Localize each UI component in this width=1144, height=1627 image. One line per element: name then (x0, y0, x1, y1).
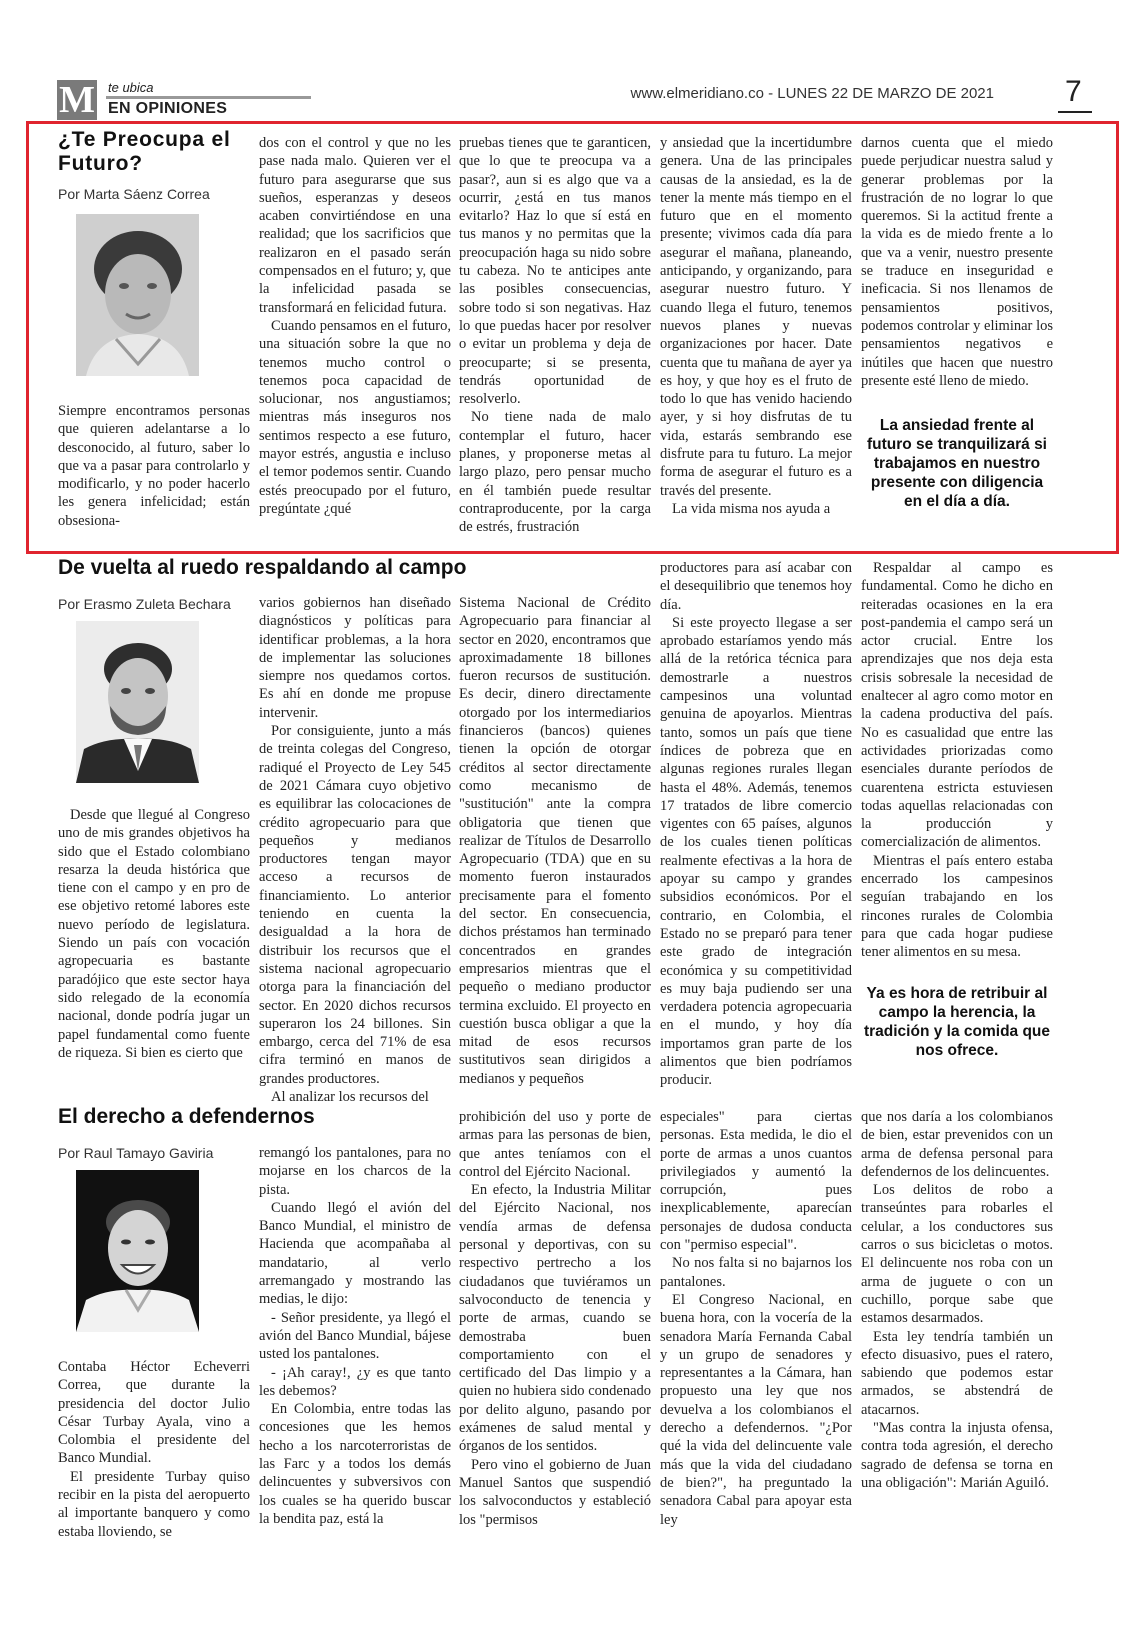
page-number: 7 (1065, 75, 1082, 108)
article-column (459, 594, 651, 1088)
article-column (861, 134, 1053, 390)
author-photo (76, 621, 199, 783)
header-rule (106, 96, 311, 99)
paragraph: dos con el control y que no les pase nada malo. Quieren ver el futuro para asegurarse que sus sueños, esperanzas y deseos acaben convirtiéndose en una realidad; que los sacrificios que realizaron en el pasado serán compensados en el futuro; y, que la infelicidad pasada se transformará en felicidad futura. (259, 135, 451, 316)
paragraph: prohibición del uso y porte de armas para las personas de bien, que antes teníamos con el control del Ejército Nacional. (459, 1109, 651, 1180)
article-column (58, 806, 250, 1062)
article-column (259, 594, 451, 1106)
article-column (259, 1144, 451, 1528)
paragraph: La vida misma nos ayuda a (672, 500, 831, 517)
author-photo (76, 1170, 199, 1332)
paragraph: Al analizar los recursos del (271, 1089, 429, 1106)
article-column (459, 134, 651, 537)
paragraph: Respaldar al campo es fundamental. Como he dicho en reiteradas ocasiones en la era post-pandemia el campo será un actor crucial. Entre los aprendizajes que nos deja esta crisis sobresale la necesidad de enaltecer al agro como motor en la cadena productiva del país. No es casualidad que entre las actividades priorizadas como esenciales durante períodos de cuarentena estricta estuviesen todas aquellas relacionadas con la producción y comercialización de alimentos. (861, 560, 1053, 851)
article-column (660, 559, 852, 1090)
paragraph: que nos daría a los colombianos de bien, estar prevenidos con un arma de defensa personal para defendernos de los delincuentes. (861, 1109, 1053, 1180)
paragraph: En Colombia, entre todas las concesiones que les hemos hecho a los narcoterroristas de las Farc y a todos los demás delincuentes y subversivos con los cuales se ha querido buscar la bendita paz, está la (259, 1401, 451, 1527)
paragraph: productores para así acabar con el desequilibrio que tenemos hoy día. (660, 560, 852, 613)
paragraph: En efecto, la Industria Militar del Ejército Nacional, nos vendía armas de defensa personal y deportivas, con su respectivo pertrecho a los ciudadanos que tuviéramos un salvoconducto de tenencia y porte de armas, cuando se demostraba buen comportamiento con el certificado del Das limpio y a quien no hubiera sido condenado por delito alguno, pasando por exámenes de salud mental y órganos de los sentidos. (459, 1182, 651, 1455)
page-number-rule (1058, 111, 1092, 113)
paragraph: Esta ley tendría también un efecto disuasivo, pues el ratero, sabiendo que podemos estar armados, se abstendrá de atacarnos. (861, 1328, 1053, 1418)
article-title: De vuelta al ruedo respaldando al campo (58, 556, 467, 579)
paragraph: varios gobiernos han diseñado diagnósticos y políticas para identificar problemas, a la hora de implementar las soluciones siempre nos quedamos cortos. Es ahí en donde me propuse intervenir. (259, 595, 451, 721)
pull-quote: Ya es hora de retribuir al campo la herencia, la tradición y la comida que nos ofrece. (863, 985, 1051, 1059)
paragraph: "Mas contra la injusta ofensa, contra toda agresión, el derecho sagrado de defensa se torna en una obligación": Marián Aguiló. (861, 1420, 1053, 1491)
author-photo (76, 214, 199, 376)
article-title: El derecho a defendernos (58, 1105, 315, 1128)
article-column (58, 1358, 250, 1541)
paragraph: Siempre encontramos personas que quieren adelantarse a lo desconocido, al futuro, saber lo que va a pasar para controlarlo y modificarlo, y no poder hacerlo les genera infelicidad; están obsesiona- (58, 403, 250, 529)
paragraph: El Congreso Nacional, en buena hora, con la vocería de la senadora María Fernanda Cabal y un grupo de senadores y representantes a la Cámara, han propuesto una ley que nos devuelva a los colombianos el derecho a defendernos. "¿Por qué la vida del delincuente vale más que la vida del ciudadano de bien?", ha preguntado la senadora Cabal para apoyar esta ley (660, 1291, 852, 1528)
article-title: ¿Te Preocupa el Futuro? (58, 128, 231, 175)
paragraph: - ¡Ah caray!, ¿y es que tanto les debemos? (259, 1364, 451, 1399)
logo-tagline: te ubica (108, 80, 154, 95)
paragraph: Por consiguiente, junto a más de treinta colegas del Congreso, radiqué el Proyecto de Ley 545 de 2021 Cámara cuyo objetivo es equilibrar las colocaciones de crédito agropecuario para que pequeños y medianos productores tengan mayor acceso a recursos de financiamiento. Lo anterior teniendo en cuenta la desigualdad a la hora de distribuir los recursos que el sistema nacional agropecuario otorga para la financiación del sector. En 2020 dichos recursos superaron los 24 billones. Sin embargo, cerca del 71% de esa cifra terminó en manos de grandes productores. (259, 723, 451, 1087)
site-and-date[interactable]: www.elmeridiano.co - LUNES 22 DE MARZO DE 2021 (630, 85, 994, 102)
paragraph: Los delitos de robo a transeúntes para robarles el celular, a los conductores sus carros o sus bicicletas o motos. El delincuente nos roba con un arma de juguete o con un cuchillo, porque sabe que estamos desarmados. (861, 1182, 1053, 1327)
article-author: Por Raul Tamayo Gaviria (58, 1145, 214, 1161)
paragraph: Si este proyecto llegase a ser aprobado estaríamos yendo más allá de la retórica técnica para demostrarle a nuestros campesinos una voluntad genuina de apoyarlos. Mientras tanto, somos un país que tiene índices de pobreza que en algunas regiones rurales llegan hasta el 48%. Además, tenemos 17 tratados de libre comercio vigentes con 65 países, algunos de los cuales tienen políticas realmente efectivas a la hora de apoyar su campo y grandes subsidios económicos. Por el contrario, en Colombia, el Estado no se preparó para tener este grado de integración económica y su competitividad es muy baja pudiendo ser una verdadera potencia agropecuaria en el mundo, y hoy día importamos gran parte de los alimentos que bien podríamos producir. (660, 614, 852, 1089)
newspaper-logo: M (57, 80, 97, 120)
paragraph: - Señor presidente, ya llegó el avión del Banco Mundial, bájese usted los pantalones. (259, 1309, 451, 1363)
paragraph: pruebas tienes que te garanticen, que lo que te preocupa va a pasar?, aun si es algo que va a ocurrir, ¿está en tus manos evitarlo? Haz lo que sí está en tus manos y no permitas que la preocupación haga su nido sobre tu cabeza. No te anticipes ante las posibles consecuencias, sobre todo si son negativas. Haz lo que puedas hacer por resolver o evitar un problema y deja de preocuparte; si se presenta, tendrás oportunidad de resolverlo. (459, 135, 651, 408)
paragraph: El presidente Turbay quiso recibir en la pista del aeropuerto al importante banquero y como estaba lloviendo, se (58, 1468, 250, 1540)
paragraph: No tiene nada de malo contemplar el futuro, hacer planes, y proponerse metas al largo plazo, pero pensar mucho en él también puede resultar contraproducente, por la carga de estrés, frustración (459, 409, 651, 536)
paragraph: especiales" para ciertas personas. Esta medida, le dio el porte de armas a unos cuantos privilegiados y aumentó la corrupción, pues inexplicablemente, aparecían personajes de dudosa conducta con "permiso especial". (660, 1109, 852, 1254)
article-column (861, 559, 1053, 962)
paragraph: Pero vino el gobierno de Juan Manuel Santos que suspendió los salvoconductos y estableció los "permisos (459, 1456, 651, 1528)
paragraph: No nos falta si no bajarnos los pantalones. (660, 1255, 852, 1290)
article-column (660, 134, 852, 518)
portrait-man-suit-icon (76, 621, 199, 783)
paragraph: darnos cuenta que el miedo puede perjudicar nuestra salud y generar problemas por la frustración de no lograr lo que queremos. Si la actitud frente a la vida es de miedo frente a lo que va a venir, nuestro presente se traduce en inseguridad e ineficacia. Si nos llenamos de pensamientos positivos, podemos controlar y eliminar los pensamientos negativos e inútiles que hacen que nuestro presente esté lleno de miedo. (861, 135, 1053, 389)
article-column (259, 134, 451, 518)
article-author: Por Erasmo Zuleta Bechara (58, 596, 231, 612)
article-column (459, 1108, 651, 1529)
paragraph: Mientras el país entero estaba encerrado los campesinos seguían trabajando en los rincones rurales de Colombia para que cada hogar pudiese tener alimentos en su mesa. (861, 852, 1053, 961)
paragraph: Cuando llegó el avión del Banco Mundial, el ministro de Hacienda que acompañaba al mandatario, al verlo arremangado y mostrando las medias, le dijo: (259, 1199, 451, 1308)
portrait-woman-icon (76, 214, 199, 376)
article-column (660, 1108, 852, 1529)
article-author: Por Marta Sáenz Correa (58, 186, 210, 202)
pull-quote: La ansiedad frente al futuro se tranquilizará si trabajamos en nuestro presente con diligencia en el día a día. (866, 417, 1047, 510)
paragraph: Sistema Nacional de Crédito Agropecuario para financiar al sector en 2020, encontramos que aproximadamente 18 billones fueron recursos de sustitución. Es decir, dinero directamente otorgado por los intermediarios financieros (bancos) quienes tienen la opción de otorgar créditos al sector directamente como mecanismo de "sustitución" ante la compra obligatoria que tienen que realizar de Títulos de Desarrollo Agropecuario (TDA) que en su momento fueron instaurados precisamente para el fomento del sector. En consecuencia, dichos préstamos han terminado concentrados en grandes empresarios mientras que el pequeño o mediano productor termina excluido. El proyecto en cuestión busca obligar a que la mitad de esos recursos sustitutivos sean dirigidos a medianos y pequeños (459, 595, 651, 1087)
portrait-man-smiling-icon (76, 1170, 199, 1332)
paragraph: remangó los pantalones, para no mojarse en los charcos de la pista. (259, 1145, 451, 1198)
paragraph: y ansiedad que la incertidumbre genera. Una de las principales causas de la ansiedad, es la de tener la mente más tiempo en el futuro que en el momento presente; vivimos cada día para asegurar el mañana, planeando, anticipando, y organizando, para asegurar nuestro futuro. Y cuando llega el futuro, tenemos nuevos planes y nuevas organizaciones por hacer. Date cuenta que tu mañana de ayer ya es hoy, y que hoy es el fruto de todo lo que has venido haciendo ayer, y si hoy disfrutas de tu vida, estarás sembrando ese disfrute para tu futuro. La mejor forma de asegurar el futuro es a través del presente. (660, 135, 852, 499)
paragraph: Cuando pensamos en el futuro, una situación sobre la que no tenemos mucho control o tenemos poca capacidad de solucionar, nos angustiamos; mientras más inseguros nos sentimos respecto a ese futuro, mayor estrés, angustia e incluso el temor podemos sentir. Cuando estés preocupado por el futuro, pregúntate ¿qué (259, 317, 452, 517)
article-column (861, 1108, 1053, 1492)
section-name: EN OPINIONES (108, 100, 228, 117)
paragraph: Desde que llegué al Congreso uno de mis grandes objetivos ha sido que el Estado colombiano resarza la deuda histórica que tiene con el campo y en pro de ese objetivo retomé labores este nuevo período de legislatura. Siendo un país con vocación agropecuaria es bastante paradójico que este sector haya sido relegado de la economía nacional, donde podría jugar un papel fundamental como fuente de riqueza. Si bien es cierto que (58, 807, 250, 1061)
paragraph: Contaba Héctor Echeverri Correa, que durante la presidencia del doctor Julio César Turbay Ayala, vino a Colombia el presidente del Banco Mundial. (58, 1359, 250, 1467)
article-column (58, 402, 250, 530)
